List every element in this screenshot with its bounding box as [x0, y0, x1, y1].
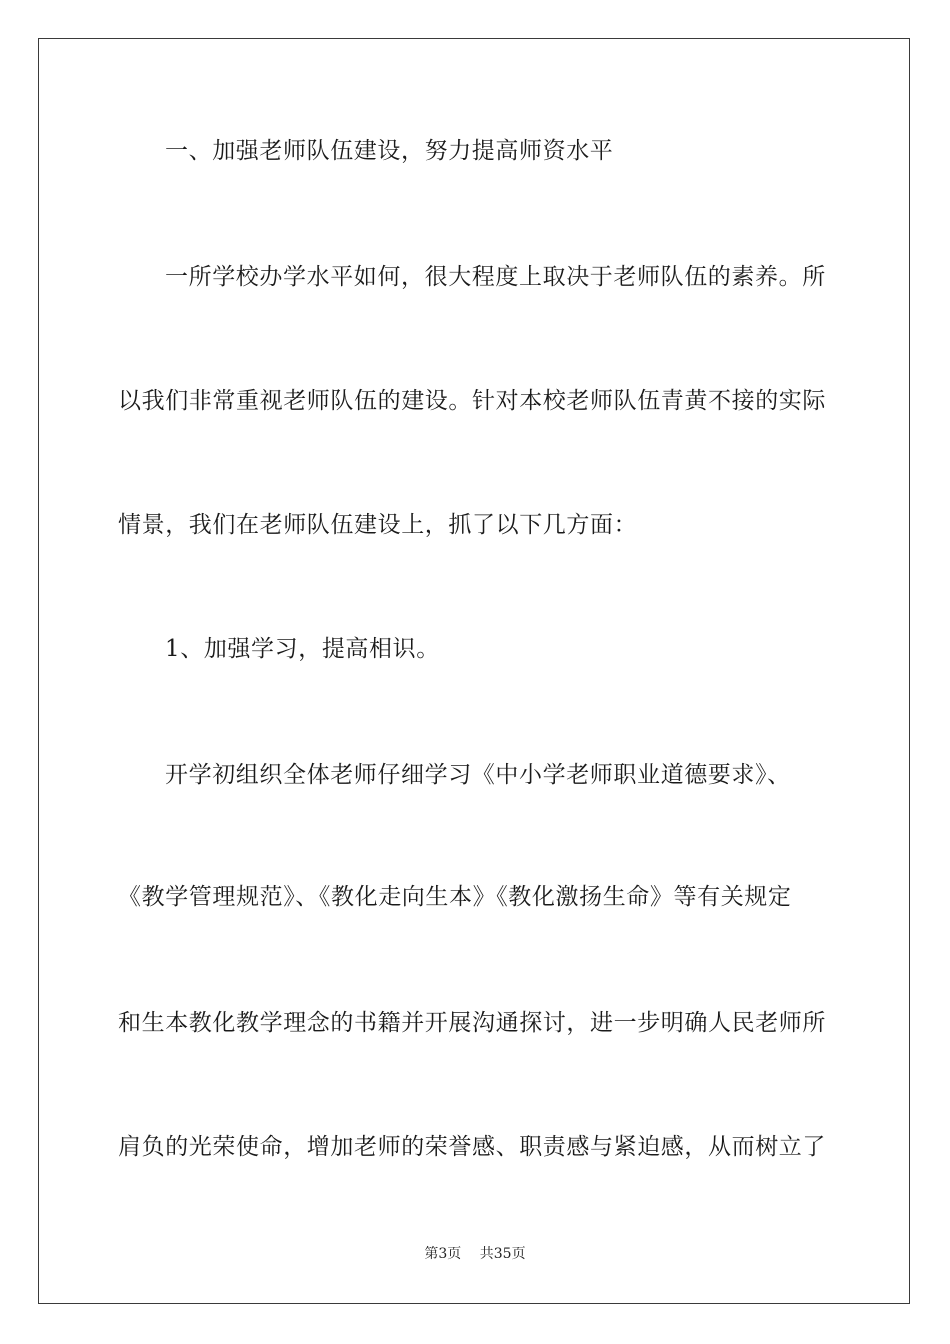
page-border	[38, 38, 910, 1304]
subsection-heading: 1、加强学习，提高相识。	[165, 636, 440, 662]
page-number: 第3页	[424, 1246, 462, 1262]
paragraph-line: 和生本教化教学理念的书籍并开展沟通探讨，进一步明确人民老师所	[118, 1010, 826, 1036]
paragraph-line: 一所学校办学水平如何，很大程度上取决于老师队伍的素养。所	[165, 264, 826, 290]
page-total: 共35页	[479, 1246, 526, 1262]
paragraph-line: 《教学管理规范》、《教化走向生本》《教化激扬生命》等有关规定	[118, 884, 792, 910]
paragraph-line: 开学初组织全体老师仔细学习《中小学老师职业道德要求》、	[165, 762, 791, 788]
paragraph-line: 以我们非常重视老师队伍的建设。针对本校老师队伍青黄不接的实际	[118, 388, 826, 414]
paragraph-line: 肩负的光荣使命，增加老师的荣誉感、职责感与紧迫感，从而树立了	[118, 1134, 826, 1160]
page-footer	[0, 1243, 950, 1263]
paragraph-line: 情景，我们在老师队伍建设上，抓了以下几方面：	[118, 512, 638, 538]
section-heading: 一、加强老师队伍建设，努力提高师资水平	[165, 138, 614, 164]
